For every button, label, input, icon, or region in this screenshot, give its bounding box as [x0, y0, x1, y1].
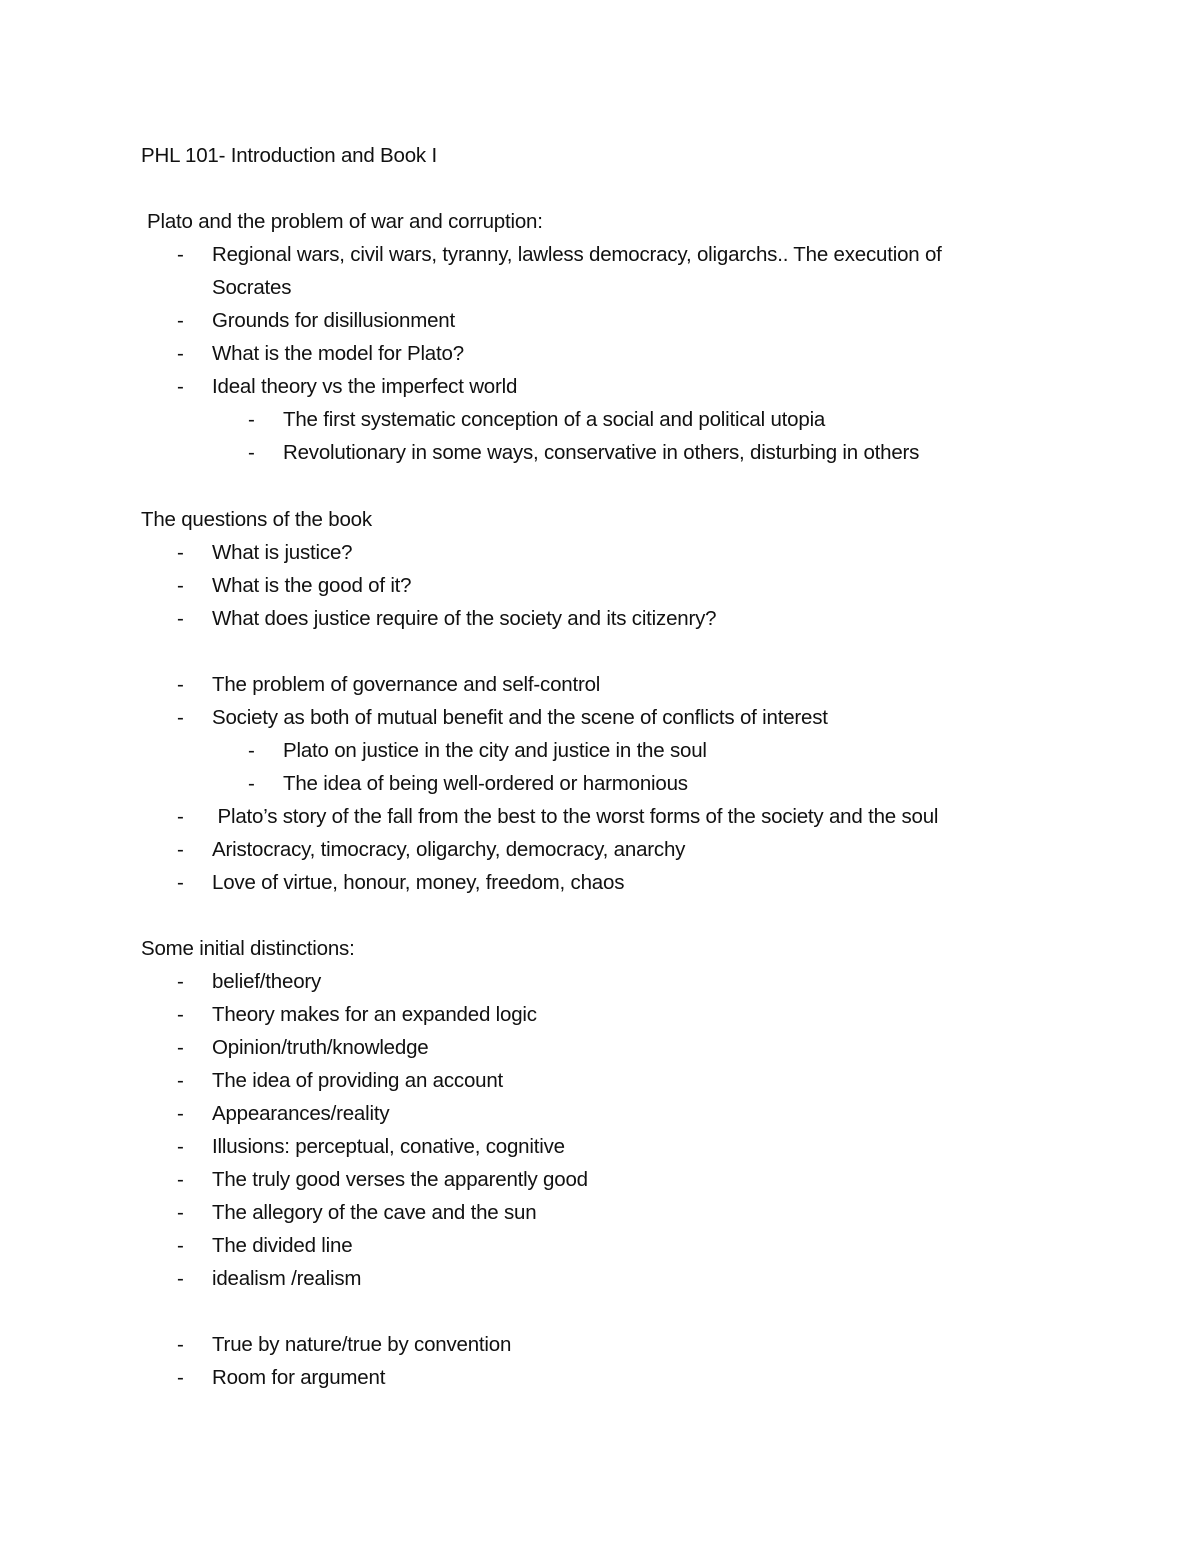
sub-list-item: Revolutionary in some ways, conservative in others, disturbing in others: [283, 441, 920, 464]
list-item: What is the model for Plato?: [212, 342, 464, 365]
list-item: What does justice require of the society and its citizenry?: [212, 607, 717, 630]
sub-bullet-dash: -: [248, 772, 255, 795]
list-item: True by nature/true by convention: [212, 1333, 512, 1356]
list-item: Plato’s story of the fall from the best to the worst forms of the society and the soul: [212, 805, 939, 828]
bullet-dash: -: [177, 970, 184, 993]
bullet-dash: -: [177, 1234, 184, 1257]
bullet-dash: -: [177, 375, 184, 398]
bullet-dash: -: [177, 607, 184, 630]
list-item: belief/theory: [212, 970, 322, 993]
bullet-dash: -: [177, 1036, 184, 1059]
bullet-dash: -: [177, 1003, 184, 1026]
list-item: The divided line: [212, 1234, 353, 1257]
list-item-continuation: Socrates: [212, 276, 292, 299]
section-heading-distinctions: Some initial distinctions:: [141, 937, 355, 960]
bullet-dash: -: [177, 673, 184, 696]
bullet-dash: -: [177, 1168, 184, 1191]
list-item: What is justice?: [212, 541, 353, 564]
bullet-dash: -: [177, 541, 184, 564]
list-item: What is the good of it?: [212, 574, 412, 597]
sub-list-item: Plato on justice in the city and justice in the soul: [283, 739, 707, 762]
bullet-dash: -: [177, 1333, 184, 1356]
section-heading-plato-problem: Plato and the problem of war and corruption:: [147, 210, 543, 233]
list-item: Room for argument: [212, 1366, 386, 1389]
list-item: Theory makes for an expanded logic: [212, 1003, 537, 1026]
list-item: Regional wars, civil wars, tyranny, lawless democracy, oligarchs.. The execution of: [212, 243, 942, 266]
list-item: Grounds for disillusionment: [212, 309, 455, 332]
list-item: The allegory of the cave and the sun: [212, 1201, 537, 1224]
sub-list-item: The first systematic conception of a social and political utopia: [283, 408, 826, 431]
bullet-dash: -: [177, 309, 184, 332]
list-item: Illusions: perceptual, conative, cognitive: [212, 1135, 565, 1158]
bullet-dash: -: [177, 1201, 184, 1224]
bullet-dash: -: [177, 706, 184, 729]
list-item: Society as both of mutual benefit and the scene of conflicts of interest: [212, 706, 828, 729]
sub-bullet-dash: -: [248, 739, 255, 762]
section-heading-questions: The questions of the book: [141, 508, 372, 531]
bullet-dash: -: [177, 871, 184, 894]
list-item: Opinion/truth/knowledge: [212, 1036, 429, 1059]
list-item: The truly good verses the apparently good: [212, 1168, 588, 1191]
bullet-dash: -: [177, 574, 184, 597]
list-item: Appearances/reality: [212, 1102, 390, 1125]
bullet-dash: -: [177, 1102, 184, 1125]
list-item: The problem of governance and self-control: [212, 673, 601, 696]
bullet-dash: -: [177, 1366, 184, 1389]
bullet-dash: -: [177, 243, 184, 266]
list-item: idealism /realism: [212, 1267, 362, 1290]
bullet-dash: -: [177, 1135, 184, 1158]
list-item: The idea of providing an account: [212, 1069, 504, 1092]
bullet-dash: -: [177, 838, 184, 861]
sub-list-item: The idea of being well-ordered or harmonious: [283, 772, 688, 795]
list-item: Aristocracy, timocracy, oligarchy, democracy, anarchy: [212, 838, 686, 861]
document-title: PHL 101- Introduction and Book I: [141, 144, 437, 167]
bullet-dash: -: [177, 342, 184, 365]
sub-bullet-dash: -: [248, 441, 255, 464]
bullet-dash: -: [177, 1267, 184, 1290]
list-item: Love of virtue, honour, money, freedom, chaos: [212, 871, 625, 894]
sub-bullet-dash: -: [248, 408, 255, 431]
list-item: Ideal theory vs the imperfect world: [212, 375, 518, 398]
bullet-dash: -: [177, 1069, 184, 1092]
bullet-dash: -: [177, 805, 184, 828]
